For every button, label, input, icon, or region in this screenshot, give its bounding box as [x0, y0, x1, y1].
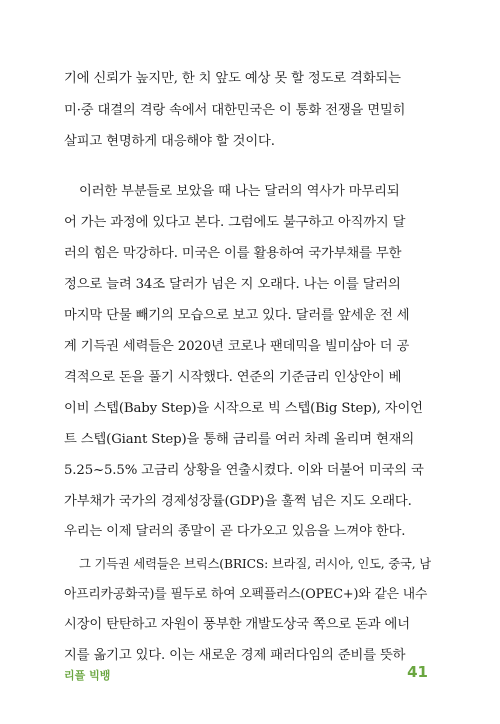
- body-text-line: 어 가는 과정에 있다고 본다. 그럼에도 불구하고 아직까지 달: [64, 215, 406, 230]
- paragraph-first-line: 그 기득권 세력들은 브릭스(BRICS: 브라질, 러시아, 인도, 중국, 남: [79, 557, 431, 571]
- body-text-line: 지를 옮기고 있다. 이는 새로운 경제 패러다임의 준비를 뜻하: [64, 648, 406, 663]
- body-text-line: 마지막 단물 빼기의 모습으로 보고 있다. 달러를 앞세운 전 세: [64, 308, 410, 323]
- paragraph-first-line: 이러한 부분들로 보았을 때 나는 달러의 역사가 마무리되: [79, 184, 400, 199]
- body-text-line: 시장이 탄탄하고 자원이 풍부한 개발도상국 쪽으로 돈과 에너: [64, 617, 410, 632]
- body-text-line: 트 스텝(Giant Step)을 통해 금리를 여러 차례 올리며 현재의: [64, 432, 415, 447]
- body-text-line: 정으로 늘려 34조 달러가 넘은 지 오래다. 나는 이를 달러의: [64, 277, 401, 292]
- running-footer-book-title: 리플 빅뱅: [64, 669, 111, 682]
- body-text-line: 격적으로 돈을 풀기 시작했다. 연준의 기준금리 인상안이 베: [64, 370, 402, 385]
- body-text-line: 우리는 이제 달러의 종말이 곧 다가오고 있음을 느껴야 한다.: [64, 524, 406, 539]
- page-number: 41: [407, 663, 428, 681]
- body-text-line: 계 기득권 세력들은 2020년 코로나 팬데믹을 빌미삼아 더 공: [64, 339, 410, 354]
- body-text-line: 러의 힘은 막강하다. 미국은 이를 활용하여 국가부채를 무한: [64, 246, 402, 261]
- body-text-line: 미·중 대결의 격랑 속에서 대한민국은 이 통화 전쟁을 면밀히: [64, 103, 406, 118]
- body-text-line: 아프리카공화국)를 필두로 하여 오펙플러스(OPEC+)와 같은 내수: [64, 587, 428, 602]
- body-text-line: 기에 신뢰가 높지만, 한 치 앞도 예상 못 할 정도로 격화되는: [64, 71, 401, 86]
- body-text-line: 가부채가 국가의 경제성장률(GDP)을 훌쩍 넘은 지도 오래다.: [64, 494, 412, 509]
- body-text-line: 5.25~5.5% 고금리 상황을 연출시켰다. 이와 더불어 미국의 국: [64, 463, 424, 478]
- body-text-line: 살피고 현명하게 대응해야 할 것이다.: [64, 134, 275, 149]
- body-text-line: 이비 스텝(Baby Step)을 시작으로 빅 스텝(Big Step), 자이언: [64, 401, 423, 416]
